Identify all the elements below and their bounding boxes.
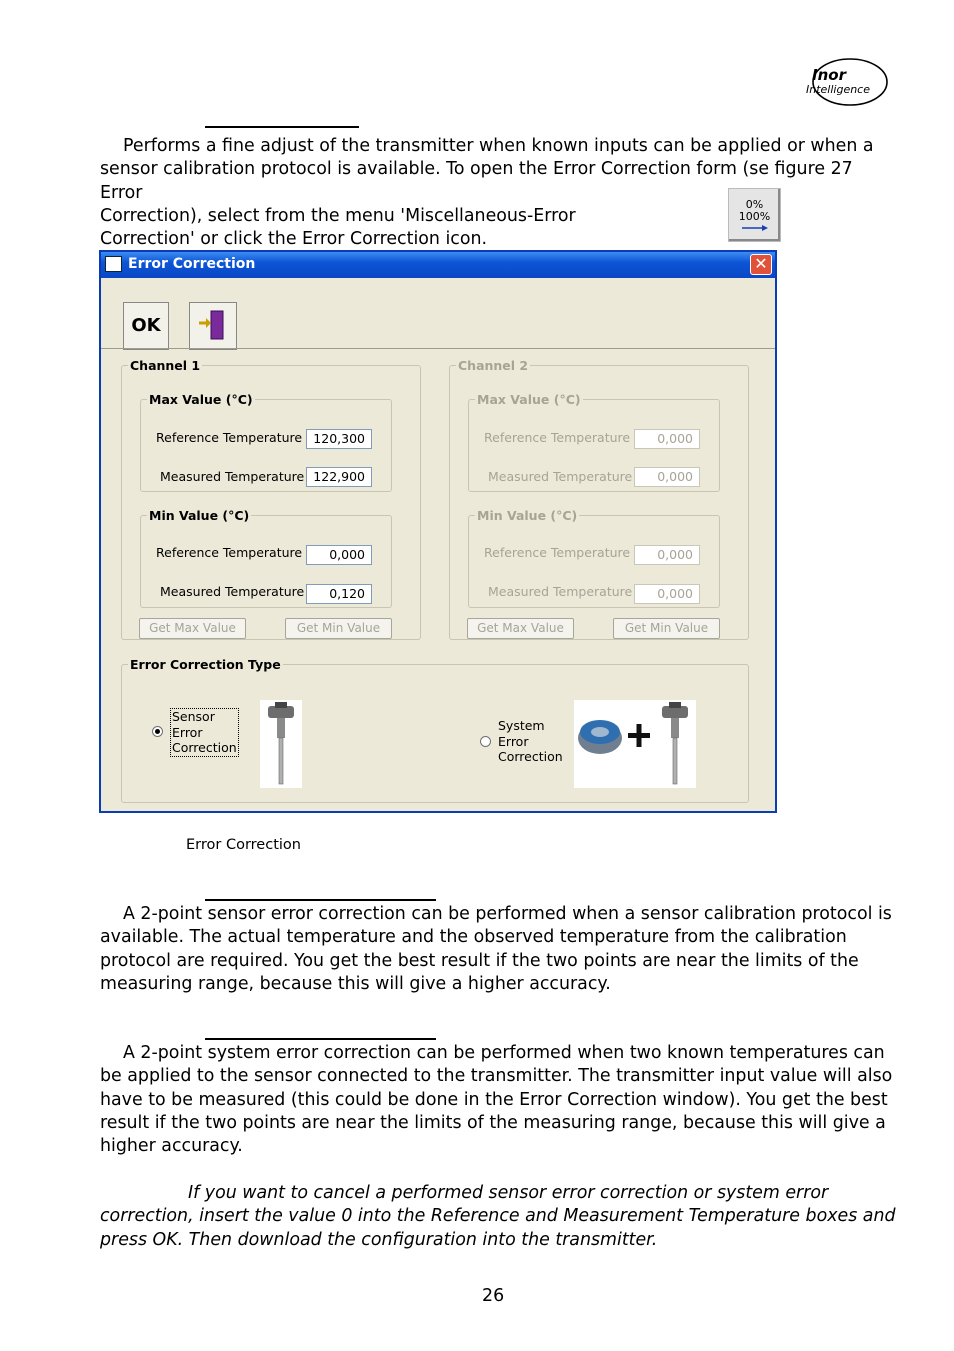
sensor-line: A 2-point sensor error correction can be performed when a sensor calibration protocol is: [123, 904, 892, 924]
error-correction-type-group: [121, 657, 749, 803]
system-line: be applied to the sensor connected to the transmitter. The transmitter input value will also: [100, 1066, 893, 1087]
system-line: A 2-point system error correction can be performed when two known temperatures can: [123, 1043, 885, 1063]
channel2-legend: Channel 2: [458, 358, 529, 373]
channel1-legend: Channel 1: [130, 358, 201, 373]
channel2-min-reference-input[interactable]: 0,000: [634, 545, 700, 565]
channel2-min-measured-input[interactable]: 0,000: [634, 584, 700, 604]
note-paragraph: [100, 1182, 900, 1252]
sensor-section-paragraph: [100, 903, 900, 996]
channel1-max-reference-input[interactable]: 120,300: [306, 429, 372, 449]
measured-temperature-label: Measured Temperature: [160, 469, 305, 484]
dialog-title: Error Correction: [128, 256, 256, 272]
sensor-label-line: Sensor: [172, 709, 215, 724]
channel1-max-legend: Max Value (°C): [149, 392, 253, 407]
channel2-max-reference-input[interactable]: 0,000: [634, 429, 700, 449]
system-label-line: Correction: [498, 749, 563, 764]
error-correction-dialog: [99, 250, 777, 813]
measured-temperature-label: Measured Temperature: [160, 584, 305, 599]
channel2-min-legend: Min Value (°C): [477, 508, 578, 523]
inor-logo: [802, 54, 890, 110]
channel2-min-group: [468, 508, 720, 608]
heading-rule-system-error-correction: [205, 1038, 436, 1040]
system-error-correction-label[interactable]: [498, 718, 563, 765]
measured-temperature-label: Measured Temperature: [488, 469, 633, 484]
system-line: result if the two points are near the limits of the measuring range, because this will give a: [100, 1112, 886, 1133]
channel1-max-measured-input[interactable]: 122,900: [306, 467, 372, 487]
channel1-min-measured-input[interactable]: 0,120: [306, 584, 372, 604]
system-section-paragraph: [100, 1042, 900, 1158]
icon-label-bottom: 100%: [738, 210, 771, 223]
dialog-titlebar[interactable]: [101, 252, 775, 278]
system-line: higher accuracy.: [100, 1136, 243, 1157]
logo-subtext: Intelligence: [806, 83, 871, 96]
note-line: If you want to cancel a performed sensor error correction or system error: [188, 1183, 829, 1203]
figure-caption: Error Correction: [186, 837, 301, 853]
system-label-line: Error: [498, 733, 529, 749]
error-correction-type-legend: Error Correction Type: [130, 657, 281, 672]
error-correction-icon: [728, 188, 781, 242]
sensor-line: available. The actual temperature and the observed temperature from the calibration: [100, 927, 847, 948]
channel1-get-min-value-button[interactable]: Get Min Value: [285, 618, 392, 639]
channel2-max-group: [468, 392, 720, 492]
system-line: have to be measured (this could be done in the Error Correction window). You get the best: [100, 1089, 888, 1110]
reference-temperature-label: Reference Temperature: [156, 545, 303, 560]
sensor-error-correction-radio[interactable]: [152, 726, 163, 737]
heading-rule-error-correction: [205, 126, 359, 128]
note-line: correction, insert the value 0 into the Reference and Measurement Temperature boxes and: [100, 1206, 896, 1227]
icon-label-top: 0%: [745, 198, 764, 211]
channel2-get-min-value-button[interactable]: Get Min Value: [613, 618, 720, 639]
intro-line: sensor calibration protocol is available. To open the Error Correction form (se figure 27 Error: [100, 159, 853, 203]
sensor-line: protocol are required. You get the best result if the two points are near the limits of the: [100, 950, 859, 971]
channel1-min-group: [140, 508, 392, 608]
sensor-error-correction-label[interactable]: [170, 708, 239, 757]
channel1-min-legend: Min Value (°C): [149, 508, 250, 523]
channel2-max-legend: Max Value (°C): [477, 392, 581, 407]
intro-line: Correction), select from the menu 'Miscellaneous-Error: [100, 205, 576, 226]
heading-rule-sensor-error-correction: [205, 899, 436, 901]
toolbar-separator: [101, 348, 775, 349]
system-label-line: System: [498, 718, 545, 733]
exit-door-icon: [190, 303, 236, 349]
system-error-correction-radio[interactable]: [480, 736, 491, 747]
channel1-min-reference-input[interactable]: 0,000: [306, 545, 372, 565]
sensor-label-line: Error: [172, 724, 203, 740]
channel1-group: [121, 358, 421, 640]
channel2-group: [449, 358, 749, 640]
transmitter-plus-sensor-icon: [574, 700, 696, 788]
app-icon: [105, 256, 122, 272]
reference-temperature-label: Reference Temperature: [484, 545, 631, 560]
exit-button[interactable]: [189, 302, 237, 350]
channel1-get-max-value-button[interactable]: Get Max Value: [139, 618, 246, 639]
reference-temperature-label: Reference Temperature: [484, 430, 631, 445]
channel2-max-measured-input[interactable]: 0,000: [634, 467, 700, 487]
page-number: 26: [482, 1286, 505, 1306]
sensor-label-line: Correction: [172, 740, 237, 755]
intro-line: Performs a fine adjust of the transmitter when known inputs can be applied or when a: [123, 136, 874, 156]
sensor-probe-icon: [260, 700, 302, 788]
measured-temperature-label: Measured Temperature: [488, 584, 633, 599]
note-line: press OK. Then download the configuration into the transmitter.: [100, 1229, 658, 1250]
close-button[interactable]: ✕: [750, 254, 772, 275]
channel1-max-group: [140, 392, 392, 492]
ok-button[interactable]: OK: [123, 302, 169, 350]
reference-temperature-label: Reference Temperature: [156, 430, 303, 445]
logo-text: Inor: [812, 66, 846, 84]
sensor-line: measuring range, because this will give a higher accuracy.: [100, 973, 611, 994]
arrow-right-icon: [740, 224, 770, 232]
intro-line: Correction' or click the Error Correction icon.: [100, 229, 488, 250]
channel2-get-max-value-button[interactable]: Get Max Value: [467, 618, 574, 639]
